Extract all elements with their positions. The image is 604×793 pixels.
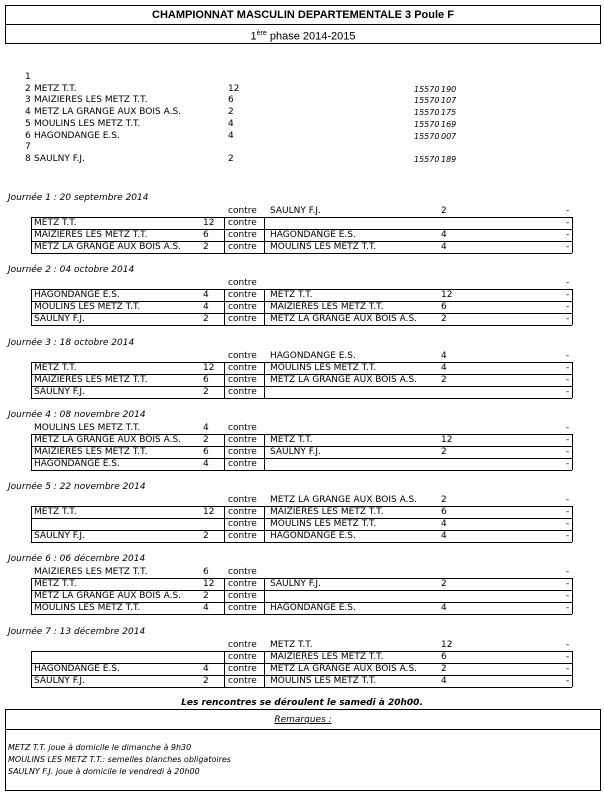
match-away-points: 4 xyxy=(441,519,447,529)
match-away-points: 4 xyxy=(441,351,447,361)
match-away-points: 12 xyxy=(441,640,453,650)
match-contre-label: contre xyxy=(228,242,257,252)
match-result-dash: - xyxy=(566,459,570,469)
team-sub-code: 189 xyxy=(441,154,457,164)
team-club-code: 15570 xyxy=(414,108,440,118)
match-home-team: MAIZIERES LES METZ T.T. xyxy=(34,567,148,577)
match-home-points: 2 xyxy=(203,591,209,601)
match-column-divider xyxy=(264,578,265,614)
match-column-divider xyxy=(224,506,225,542)
match-result-dash: - xyxy=(566,567,570,577)
team-number: 6 xyxy=(25,130,31,141)
journee-title: Journée 3 : 18 octobre 2014 xyxy=(8,338,135,348)
match-result-dash: - xyxy=(566,290,570,300)
match-home-team: METZ T.T. xyxy=(34,363,77,373)
team-points: 4 xyxy=(228,118,234,129)
journee-title: Journée 5 : 22 novembre 2014 xyxy=(8,482,146,492)
match-away-team: METZ T.T. xyxy=(270,640,313,650)
match-row-border xyxy=(31,398,572,399)
match-away-points: 2 xyxy=(441,579,447,589)
match-row-border xyxy=(31,434,572,435)
match-home-points: 2 xyxy=(203,676,209,686)
team-sub-code: 175 xyxy=(441,108,457,118)
match-away-points: 6 xyxy=(441,302,447,312)
team-sub-code: 107 xyxy=(441,96,457,106)
match-away-team: MOULINS LES METZ T.T. xyxy=(270,519,377,529)
match-column-divider xyxy=(264,217,265,253)
match-contre-label: contre xyxy=(228,278,257,288)
remark-line: METZ T.T. joue à domicile le dimanche à 9h30 xyxy=(8,743,192,752)
match-home-points: 12 xyxy=(203,363,215,373)
match-away-team: MAIZIERES LES METZ T.T. xyxy=(270,507,384,517)
match-home-team: METZ LA GRANGE AUX BOIS A.S. xyxy=(34,435,182,445)
match-home-points: 4 xyxy=(203,664,209,674)
match-contre-label: contre xyxy=(228,314,257,324)
match-result-dash: - xyxy=(566,218,570,228)
team-points: 2 xyxy=(228,153,234,164)
match-row-border xyxy=(31,687,572,688)
phase-superscript: ère xyxy=(256,30,267,37)
match-home-points: 12 xyxy=(203,218,215,228)
match-column-divider xyxy=(572,434,573,470)
match-contre-label: contre xyxy=(228,290,257,300)
match-column-divider xyxy=(572,651,573,687)
match-contre-label: contre xyxy=(228,495,257,505)
match-home-team: MAIZIERES LES METZ T.T. xyxy=(34,230,148,240)
page-title: CHAMPIONNAT MASCULIN DEPARTEMENTALE 3 Poule F xyxy=(5,5,601,25)
match-home-team: SAULNY F.J. xyxy=(34,531,85,541)
match-home-team: SAULNY F.J. xyxy=(34,676,85,686)
match-home-points: 12 xyxy=(203,507,215,517)
team-points: 12 xyxy=(228,83,240,94)
match-home-points: 2 xyxy=(203,387,209,397)
match-away-points: 12 xyxy=(441,290,453,300)
match-home-points: 4 xyxy=(203,290,209,300)
journee-title: Journée 6 : 06 décembre 2014 xyxy=(8,554,146,564)
match-result-dash: - xyxy=(566,519,570,529)
match-column-divider xyxy=(31,434,32,470)
match-contre-label: contre xyxy=(228,447,257,457)
match-result-dash: - xyxy=(566,435,570,445)
match-home-points: 12 xyxy=(203,579,215,589)
match-away-team: HAGONDANGE E.S. xyxy=(270,351,356,361)
match-result-dash: - xyxy=(566,640,570,650)
match-column-divider xyxy=(224,289,225,325)
remarks-title: Remarques : xyxy=(274,715,332,725)
match-contre-label: contre xyxy=(228,507,257,517)
team-club-code: 15570 xyxy=(414,131,440,141)
match-home-points: 4 xyxy=(203,423,209,433)
match-contre-label: contre xyxy=(228,387,257,397)
team-number: 5 xyxy=(25,118,31,129)
match-home-team: MOULINS LES METZ T.T. xyxy=(34,603,141,613)
match-result-dash: - xyxy=(566,603,570,613)
match-result-dash: - xyxy=(566,676,570,686)
match-away-points: 4 xyxy=(441,242,447,252)
match-column-divider xyxy=(572,217,573,253)
match-away-team: MAIZIERES LES METZ T.T. xyxy=(270,302,384,312)
team-number: 2 xyxy=(25,83,31,94)
match-away-team: SAULNY F.J. xyxy=(270,206,321,216)
match-column-divider xyxy=(224,217,225,253)
match-away-points: 4 xyxy=(441,363,447,373)
match-home-points: 2 xyxy=(203,242,209,252)
match-contre-label: contre xyxy=(228,302,257,312)
team-sub-code: 190 xyxy=(441,84,457,94)
match-contre-label: contre xyxy=(228,423,257,433)
match-home-points: 6 xyxy=(203,567,209,577)
match-contre-label: contre xyxy=(228,603,257,613)
remarks-divider xyxy=(6,729,600,730)
match-home-team: METZ T.T. xyxy=(34,579,77,589)
match-home-points: 4 xyxy=(203,459,209,469)
match-away-team: METZ LA GRANGE AUX BOIS A.S. xyxy=(270,314,418,324)
match-column-divider xyxy=(264,434,265,470)
match-result-dash: - xyxy=(566,387,570,397)
match-away-points: 2 xyxy=(441,447,447,457)
match-away-team: METZ T.T. xyxy=(270,290,313,300)
match-away-team: MOULINS LES METZ T.T. xyxy=(270,242,377,252)
match-result-dash: - xyxy=(566,230,570,240)
match-row-border xyxy=(31,386,572,387)
team-points: 2 xyxy=(228,107,234,118)
match-home-team: MOULINS LES METZ T.T. xyxy=(34,423,141,433)
match-result-dash: - xyxy=(566,531,570,541)
match-home-points: 6 xyxy=(203,375,209,385)
match-contre-label: contre xyxy=(228,218,257,228)
match-home-team: MAIZIERES LES METZ T.T. xyxy=(34,375,148,385)
journee-title: Journée 2 : 04 octobre 2014 xyxy=(8,265,135,275)
match-home-points: 6 xyxy=(203,447,209,457)
match-away-points: 2 xyxy=(441,495,447,505)
match-contre-label: contre xyxy=(228,375,257,385)
team-club-code: 15570 xyxy=(414,96,440,106)
match-column-divider xyxy=(31,578,32,614)
team-number: 3 xyxy=(25,95,31,106)
match-home-points: 2 xyxy=(203,531,209,541)
team-name: METZ T.T. xyxy=(34,83,77,94)
match-column-divider xyxy=(264,362,265,398)
match-home-points: 6 xyxy=(203,230,209,240)
match-column-divider xyxy=(264,289,265,325)
match-column-divider xyxy=(224,362,225,398)
match-result-dash: - xyxy=(566,591,570,601)
match-home-team: METZ T.T. xyxy=(34,507,77,517)
team-points: 6 xyxy=(228,95,234,106)
match-row-border xyxy=(31,614,572,615)
match-column-divider xyxy=(31,362,32,398)
match-result-dash: - xyxy=(566,363,570,373)
match-away-team: METZ T.T. xyxy=(270,435,313,445)
match-result-dash: - xyxy=(566,206,570,216)
match-away-points: 6 xyxy=(441,507,447,517)
team-number: 1 xyxy=(25,72,31,82)
match-column-divider xyxy=(224,651,225,687)
match-result-dash: - xyxy=(566,652,570,662)
team-club-code: 15570 xyxy=(414,84,440,94)
team-name: MAIZIERES LES METZ T.T. xyxy=(34,95,148,106)
match-column-divider xyxy=(31,651,32,687)
match-home-team: SAULNY F.J. xyxy=(34,387,85,397)
match-row-border xyxy=(31,217,572,218)
match-contre-label: contre xyxy=(228,206,257,216)
team-number: 7 xyxy=(25,142,31,153)
match-contre-label: contre xyxy=(228,579,257,589)
match-result-dash: - xyxy=(566,579,570,589)
match-contre-label: contre xyxy=(228,435,257,445)
match-contre-label: contre xyxy=(228,640,257,650)
match-result-dash: - xyxy=(566,302,570,312)
match-row-border xyxy=(31,325,572,326)
team-name: HAGONDANGE E.S. xyxy=(34,130,120,141)
match-result-dash: - xyxy=(566,278,570,288)
match-contre-label: contre xyxy=(228,351,257,361)
match-row-border xyxy=(31,362,572,363)
team-name: METZ LA GRANGE AUX BOIS A.S. xyxy=(34,107,182,118)
match-away-team: HAGONDANGE E.S. xyxy=(270,603,356,613)
match-result-dash: - xyxy=(566,495,570,505)
match-away-team: HAGONDANGE E.S. xyxy=(270,531,356,541)
match-column-divider xyxy=(572,578,573,614)
match-away-points: 4 xyxy=(441,603,447,613)
match-row-border xyxy=(31,289,572,290)
match-home-points: 4 xyxy=(203,302,209,312)
match-column-divider xyxy=(264,651,265,687)
match-row-border xyxy=(31,542,572,543)
match-home-team: SAULNY F.J. xyxy=(34,314,85,324)
remark-line: SAULNY F.J. joue à domicile le vendredi à 20h00 xyxy=(8,767,200,776)
journee-title: Journée 7 : 13 décembre 2014 xyxy=(8,627,146,637)
match-row-border xyxy=(31,253,572,254)
match-home-team: METZ LA GRANGE AUX BOIS A.S. xyxy=(34,242,182,252)
match-result-dash: - xyxy=(566,314,570,324)
match-row-border xyxy=(31,506,572,507)
match-result-dash: - xyxy=(566,447,570,457)
match-contre-label: contre xyxy=(228,591,257,601)
team-name: MOULINS LES METZ T.T. xyxy=(34,118,141,129)
match-away-team: METZ LA GRANGE AUX BOIS A.S. xyxy=(270,664,418,674)
match-column-divider xyxy=(264,506,265,542)
match-column-divider xyxy=(31,289,32,325)
match-result-dash: - xyxy=(566,242,570,252)
match-away-team: SAULNY F.J. xyxy=(270,579,321,589)
phase-subtitle xyxy=(5,24,601,44)
match-home-points: 2 xyxy=(203,314,209,324)
match-column-divider xyxy=(224,434,225,470)
match-home-team: METZ LA GRANGE AUX BOIS A.S. xyxy=(34,591,182,601)
match-contre-label: contre xyxy=(228,230,257,240)
team-sub-code: 007 xyxy=(441,131,457,141)
team-sub-code: 169 xyxy=(441,119,457,129)
match-away-team: METZ LA GRANGE AUX BOIS A.S. xyxy=(270,375,418,385)
match-contre-label: contre xyxy=(228,652,257,662)
match-column-divider xyxy=(31,506,32,542)
match-contre-label: contre xyxy=(228,363,257,373)
match-away-points: 2 xyxy=(441,664,447,674)
match-result-dash: - xyxy=(566,507,570,517)
journee-title: Journée 1 : 20 septembre 2014 xyxy=(8,193,149,203)
match-away-team: SAULNY F.J. xyxy=(270,447,321,457)
match-away-points: 6 xyxy=(441,652,447,662)
match-contre-label: contre xyxy=(228,676,257,686)
match-contre-label: contre xyxy=(228,519,257,529)
match-home-team: MAIZIERES LES METZ T.T. xyxy=(34,447,148,457)
match-row-border xyxy=(31,651,572,652)
match-away-team: METZ LA GRANGE AUX BOIS A.S. xyxy=(270,495,418,505)
match-away-points: 2 xyxy=(441,375,447,385)
match-column-divider xyxy=(572,506,573,542)
match-contre-label: contre xyxy=(228,459,257,469)
match-away-points: 4 xyxy=(441,531,447,541)
match-row-border xyxy=(31,470,572,471)
match-home-points: 2 xyxy=(203,435,209,445)
team-name: SAULNY F.J. xyxy=(34,153,85,164)
match-contre-label: contre xyxy=(228,567,257,577)
journee-title: Journée 4 : 08 novembre 2014 xyxy=(8,410,146,420)
team-club-code: 15570 xyxy=(414,154,440,164)
phase-number: 1 xyxy=(250,30,257,43)
team-points: 4 xyxy=(228,130,234,141)
schedule-note: Les rencontres se déroulent le samedi à 20h00. xyxy=(181,698,423,708)
match-away-points: 4 xyxy=(441,676,447,686)
match-column-divider xyxy=(572,289,573,325)
match-result-dash: - xyxy=(566,664,570,674)
phase-label: phase 2014-2015 xyxy=(266,30,356,43)
match-away-team: MAIZIERES LES METZ T.T. xyxy=(270,652,384,662)
match-home-team: METZ T.T. xyxy=(34,218,77,228)
match-home-team: HAGONDANGE E.S. xyxy=(34,290,120,300)
match-result-dash: - xyxy=(566,423,570,433)
match-home-team: MOULINS LES METZ T.T. xyxy=(34,302,141,312)
team-club-code: 15570 xyxy=(414,119,440,129)
match-column-divider xyxy=(224,578,225,614)
match-home-team: HAGONDANGE E.S. xyxy=(34,459,120,469)
team-number: 8 xyxy=(25,153,31,164)
remarks-box xyxy=(5,709,601,791)
match-home-points: 4 xyxy=(203,603,209,613)
match-result-dash: - xyxy=(566,351,570,361)
match-away-points: 2 xyxy=(441,314,447,324)
match-home-team: HAGONDANGE E.S. xyxy=(34,664,120,674)
match-away-team: MOULINS LES METZ T.T. xyxy=(270,676,377,686)
match-away-points: 12 xyxy=(441,435,453,445)
match-contre-label: contre xyxy=(228,664,257,674)
match-contre-label: contre xyxy=(228,531,257,541)
match-away-team: MOULINS LES METZ T.T. xyxy=(270,363,377,373)
match-away-points: 2 xyxy=(441,206,447,216)
match-column-divider xyxy=(572,362,573,398)
match-column-divider xyxy=(31,217,32,253)
remark-line: MOULINS LES METZ T.T.: semelles blanches obligatoires xyxy=(8,755,231,764)
team-number: 4 xyxy=(25,107,31,118)
match-away-points: 4 xyxy=(441,230,447,240)
match-result-dash: - xyxy=(566,375,570,385)
match-row-border xyxy=(31,578,572,579)
match-away-team: HAGONDANGE E.S. xyxy=(270,230,356,240)
